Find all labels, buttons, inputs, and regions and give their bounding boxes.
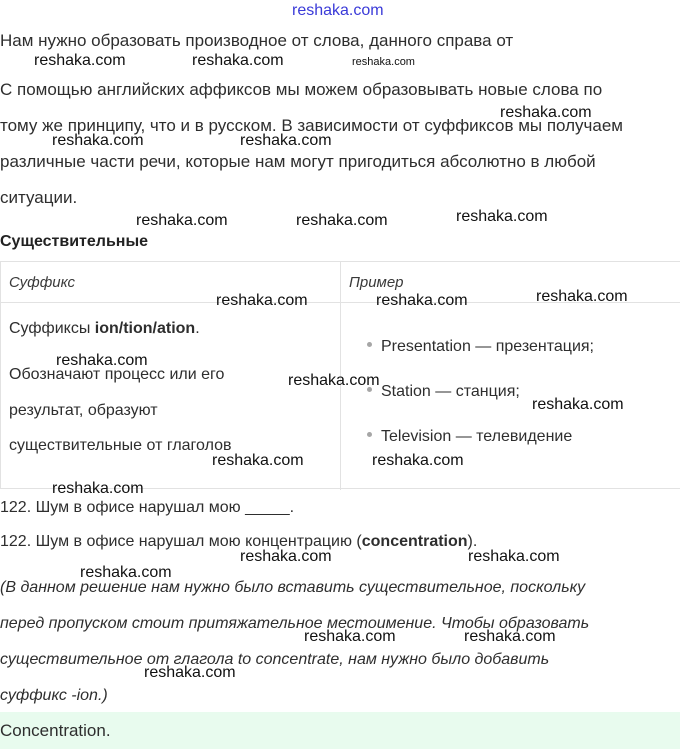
bullet-dot-icon [367, 342, 372, 347]
example-item-2 [367, 383, 520, 401]
watermark: reshaka.com [192, 52, 284, 69]
final-answer-text: Concentration. [0, 721, 111, 740]
explanation-line-4: суффикс -ion.) [0, 687, 108, 704]
suffix-desc-line-1: Обозначают процесс или его [9, 366, 225, 383]
task-answer [0, 533, 477, 551]
section-heading: Существительные [0, 233, 149, 250]
watermark: reshaka.com [304, 628, 396, 645]
watermark: reshaka.com [52, 132, 144, 149]
suffix-prefix: Суффиксы [9, 320, 95, 337]
watermark: reshaka.com [34, 52, 126, 69]
final-answer-box [0, 712, 680, 749]
watermark: reshaka.com [468, 548, 560, 565]
watermark: reshaka.com [456, 208, 548, 225]
watermark: reshaka.com [144, 664, 236, 681]
answer-suffix: ). [467, 533, 478, 550]
example-item-3 [367, 428, 572, 446]
bullet-dot-icon [367, 432, 372, 437]
answer-prefix: 122. Шум в офисе нарушал мою концентрацию ( [0, 533, 362, 550]
example-text-1: Presentation — презентация; [381, 338, 594, 355]
suffix-bold: ion/tion/ation [94, 320, 196, 337]
answer-bold: concentration [361, 533, 468, 550]
example-text-3: Television — телевидение [381, 428, 573, 445]
watermark: reshaka.com [296, 212, 388, 229]
table-header-suffix: Суффикс [9, 274, 75, 291]
intro-line-5: ситуации. [0, 188, 78, 207]
watermark: reshaka.com [80, 564, 172, 581]
watermark: reshaka.com [532, 396, 624, 413]
explanation-line-3: существительное от глагола to concentrate, нам нужно было добавить [0, 651, 550, 668]
example-item-1 [367, 338, 594, 356]
explanation-line-1: (В данном решение нам нужно было вставить существительное, поскольку [0, 579, 586, 596]
watermark: reshaka.com [464, 628, 556, 645]
watermark: reshaka.com [212, 452, 304, 469]
watermark: reshaka.com [136, 212, 228, 229]
watermark: reshaka.com [288, 372, 380, 389]
watermark: reshaka.com [376, 292, 468, 309]
suffix-end: . [195, 320, 200, 337]
watermark: reshaka.com [500, 104, 592, 121]
suffix-cell-title [9, 320, 200, 338]
watermark: reshaka.com [240, 132, 332, 149]
watermark: reshaka.com [216, 292, 308, 309]
intro-line-4: различные части речи, которые нам могут пригодиться абсолютно в любой [0, 152, 596, 171]
watermark: reshaka.com [56, 352, 148, 369]
example-text-2: Station — станция; [381, 383, 520, 400]
table-header-example: Пример [349, 274, 404, 291]
watermark: reshaka.com [352, 56, 415, 68]
watermark: reshaka.com [372, 452, 464, 469]
watermark: reshaka.com [240, 548, 332, 565]
watermark: reshaka.com [52, 480, 144, 497]
task-question: 122. Шум в офисе нарушал мою _____. [0, 499, 295, 516]
site-header-link[interactable]: reshaka.com [292, 2, 384, 19]
watermark: reshaka.com [536, 288, 628, 305]
intro-line-1: Нам нужно образовать производное от слова, данного справа от [0, 31, 514, 50]
intro-line-3: тому же принципу, что и в русском. В зависимости от суффиксов мы получаем [0, 116, 623, 135]
explanation-line-2: перед пропуском стоит притяжательное местоимение. Чтобы образовать [0, 615, 590, 632]
intro-line-2: С помощью английских аффиксов мы можем образовывать новые слова по [0, 80, 603, 99]
suffix-desc-line-3: существительные от глаголов [9, 437, 232, 454]
suffix-desc-line-2: результат, образуют [9, 402, 158, 419]
